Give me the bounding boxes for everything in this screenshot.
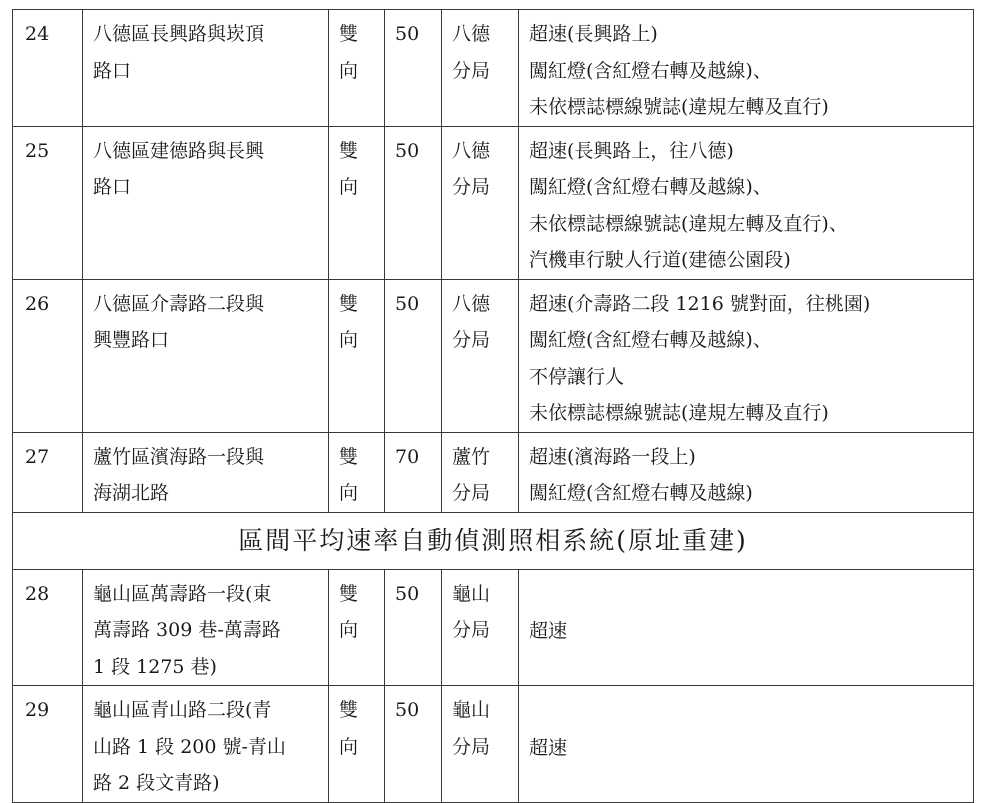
violations-cell: 超速(長興路上，往八德) 闖紅燈(含紅燈右轉及越線)、 未依標誌標線號誌(違規左轉及直行)、 汽機車行駛人行道(建德公園段) <box>519 126 974 279</box>
police-station-cell: 龜山 分局 <box>442 686 519 803</box>
row-number: 25 <box>13 126 83 279</box>
direction-cell: 雙 向 <box>329 569 385 686</box>
table-row <box>13 10 974 127</box>
violations-cell: 超速(介壽路二段 1216 號對面，往桃園) 闖紅燈(含紅燈右轉及越線)、 不停讓行人 未依標誌標線號誌(違規左轉及直行) <box>519 279 974 432</box>
speed-limit-cell: 50 <box>385 279 442 432</box>
direction-cell: 雙 向 <box>329 126 385 279</box>
section-heading: 區間平均速率自動偵測照相系統(原址重建) <box>13 512 974 569</box>
speed-limit-cell: 50 <box>385 569 442 686</box>
police-station-cell: 八德 分局 <box>442 279 519 432</box>
row-number: 26 <box>13 279 83 432</box>
direction-cell: 雙 向 <box>329 432 385 512</box>
violations-cell: 超速 <box>519 686 974 803</box>
speed-limit-cell: 50 <box>385 10 442 127</box>
table-row <box>13 569 974 686</box>
location-cell: 八德區介壽路二段與 興豐路口 <box>83 279 329 432</box>
table-row <box>13 432 974 512</box>
row-number: 28 <box>13 569 83 686</box>
location-cell: 龜山區萬壽路一段(東 萬壽路 309 巷-萬壽路 1 段 1275 巷) <box>83 569 329 686</box>
direction-cell: 雙 向 <box>329 10 385 127</box>
row-number: 27 <box>13 432 83 512</box>
row-number: 29 <box>13 686 83 803</box>
direction-cell: 雙 向 <box>329 686 385 803</box>
enforcement-table <box>12 9 974 803</box>
speed-limit-cell: 50 <box>385 686 442 803</box>
table-row <box>13 686 974 803</box>
violations-cell: 超速 <box>519 569 974 686</box>
direction-cell: 雙 向 <box>329 279 385 432</box>
location-cell: 蘆竹區濱海路一段與 海湖北路 <box>83 432 329 512</box>
speed-limit-cell: 70 <box>385 432 442 512</box>
table-row <box>13 279 974 432</box>
location-cell: 八德區建德路與長興 路口 <box>83 126 329 279</box>
violations-cell: 超速(濱海路一段上) 闖紅燈(含紅燈右轉及越線) <box>519 432 974 512</box>
section-heading-row <box>13 512 974 569</box>
police-station-cell: 八德 分局 <box>442 10 519 127</box>
police-station-cell: 八德 分局 <box>442 126 519 279</box>
table-row <box>13 126 974 279</box>
violations-cell: 超速(長興路上) 闖紅燈(含紅燈右轉及越線)、 未依標誌標線號誌(違規左轉及直行) <box>519 10 974 127</box>
location-cell: 龜山區青山路二段(青 山路 1 段 200 號-青山 路 2 段文青路) <box>83 686 329 803</box>
police-station-cell: 蘆竹 分局 <box>442 432 519 512</box>
speed-limit-cell: 50 <box>385 126 442 279</box>
police-station-cell: 龜山 分局 <box>442 569 519 686</box>
row-number: 24 <box>13 10 83 127</box>
location-cell: 八德區長興路與崁頂 路口 <box>83 10 329 127</box>
